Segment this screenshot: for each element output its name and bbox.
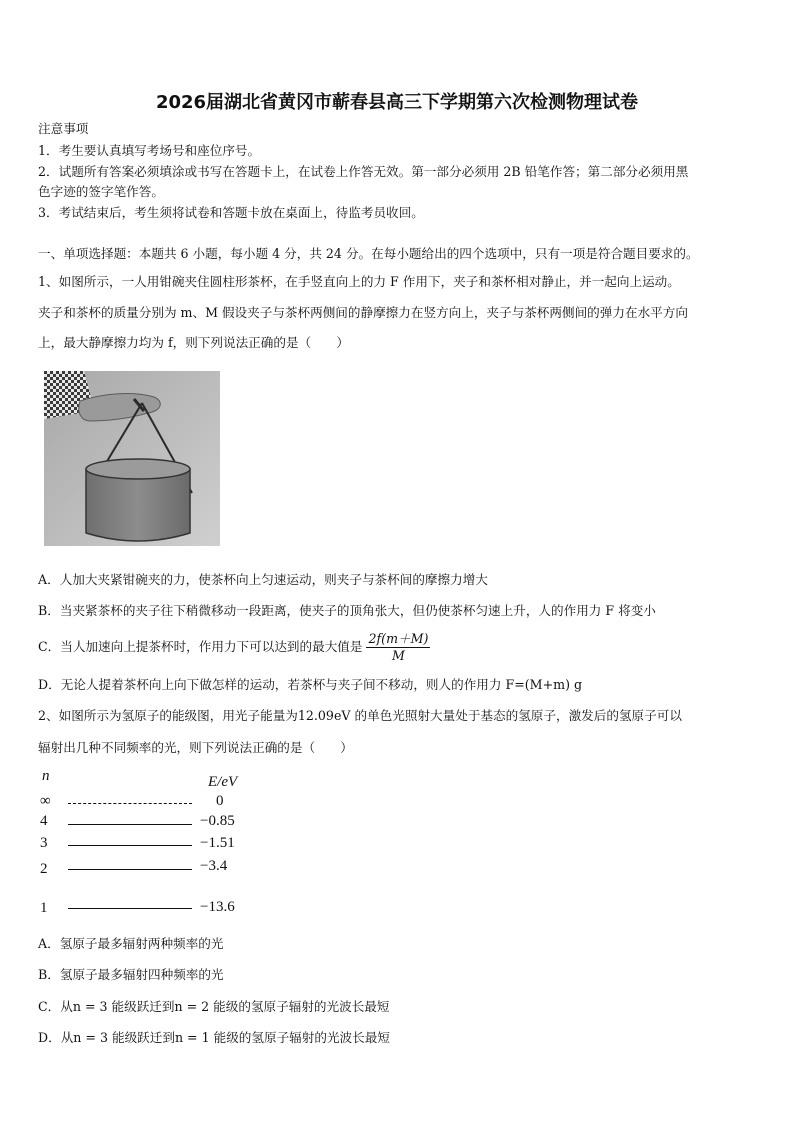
level-n-label: 2 bbox=[40, 861, 48, 877]
teacup-clamp-photo bbox=[44, 371, 220, 546]
q1-option-c-text: C．当人加速向上提茶杯时，作用力下可以达到的最大值是 bbox=[38, 639, 363, 654]
question-1-text: 上，最大静摩擦力均为 f，则下列说法正确的是（ ） bbox=[38, 335, 349, 350]
q2-option-b: B．氢原子最多辐射四种频率的光 bbox=[38, 967, 224, 982]
level-energy-label: 0 bbox=[216, 793, 224, 809]
notice-heading: 注意事项 bbox=[38, 121, 89, 136]
level-energy-label: −3.4 bbox=[200, 858, 228, 874]
q1-option-d: D．无论人提着茶杯向上向下做怎样的运动，若茶杯与夹子间不移动，则人的作用力 F=(M+m) g bbox=[38, 677, 583, 692]
page-title: 2026届湖北省黄冈市蕲春县高三下学期第六次检测物理试卷 bbox=[155, 92, 639, 113]
level-n-label: 3 bbox=[40, 835, 48, 851]
level-n-label: 4 bbox=[40, 813, 48, 829]
level-n-label: ∞ bbox=[40, 793, 51, 809]
level-line bbox=[68, 803, 192, 804]
q2-option-a: A．氢原子最多辐射两种频率的光 bbox=[38, 936, 224, 951]
q1-option-c bbox=[38, 631, 430, 664]
level-line bbox=[68, 908, 192, 909]
question-1-text: 1、如图所示，一人用钳碗夹住圆柱形茶杯，在手竖直向上的力 F 作用下，夹子和茶杯相对静止，并一起向上运动。 bbox=[38, 274, 680, 289]
q2-option-c: C．从n = 3 能级跃迁到n = 2 能级的氢原子辐射的光波长最短 bbox=[38, 999, 390, 1014]
level-energy-label: −1.51 bbox=[200, 835, 235, 851]
energy-axis-label: E/eV bbox=[208, 774, 238, 790]
q2-option-d: D．从n = 3 能级跃迁到n = 1 能级的氢原子辐射的光波长最短 bbox=[38, 1030, 390, 1045]
level-line bbox=[68, 869, 192, 870]
question-2-text: 辐射出几种不同频率的光，则下列说法正确的是（ ） bbox=[38, 740, 353, 755]
notice-item: 1．考生要认真填写考场号和座位序号。 bbox=[38, 143, 261, 158]
level-energy-label: −13.6 bbox=[200, 899, 235, 915]
level-n-label: 1 bbox=[40, 900, 48, 916]
level-line bbox=[68, 824, 192, 825]
section-heading: 一、单项选择题：本题共 6 小题，每小题 4 分，共 24 分。在每小题给出的四个选项中，只有一项是符合题目要求的。 bbox=[38, 246, 699, 261]
q1-option-b: B．当夹紧茶杯的夹子往下稍微移动一段距离，使夹子的顶角张大，但仍使茶杯匀速上升，人的作用力 F 将变小 bbox=[38, 603, 656, 618]
fraction-denominator: M bbox=[392, 648, 405, 663]
notice-item: 色字迹的签字笔作答。 bbox=[38, 184, 164, 199]
energy-level-diagram bbox=[36, 768, 266, 918]
n-axis-label: n bbox=[42, 768, 50, 784]
level-energy-label: −0.85 bbox=[200, 813, 235, 829]
fraction bbox=[366, 631, 430, 664]
question-1-text: 夹子和茶杯的质量分别为 m、M 假设夹子与茶杯两侧间的静摩擦力在竖方向上，夹子与茶杯两侧间的弹力在水平方向 bbox=[38, 305, 688, 320]
level-line bbox=[68, 845, 192, 846]
notice-item: 2．试题所有答案必须填涂或书写在答题卡上，在试卷上作答无效。第一部分必须用 2B 铅笔作答；第二部分必须用黑 bbox=[38, 164, 689, 179]
fraction-numerator: 2f(m＋M) bbox=[368, 631, 429, 646]
question-2-text: 2、如图所示为氢原子的能级图，用光子能量为12.09eV 的单色光照射大量处于基态的氢原子，激发后的氢原子可以 bbox=[38, 708, 682, 723]
notice-item: 3．考试结束后，考生须将试卷和答题卡放在桌面上，待监考员收回。 bbox=[38, 205, 424, 220]
q1-option-a: A．人加大夹紧钳碗夹的力，使茶杯向上匀速运动，则夹子与茶杯间的摩擦力增大 bbox=[38, 572, 488, 587]
